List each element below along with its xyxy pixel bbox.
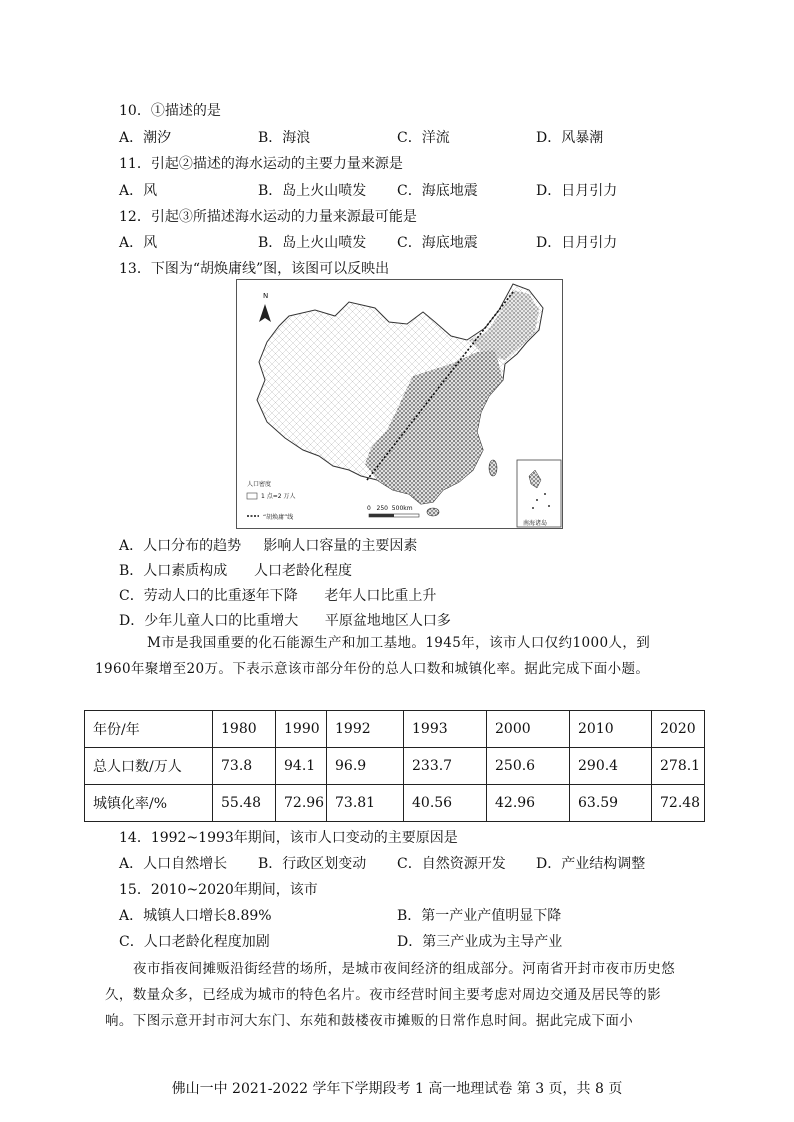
table-cell: 278.1 bbox=[652, 748, 705, 785]
q14-option-a: A．人口自然增长 bbox=[119, 856, 228, 872]
table-cell: 72.96 bbox=[276, 785, 327, 822]
q10-option-a: A．潮汐 bbox=[119, 130, 172, 146]
table-cell: 年份/年 bbox=[85, 711, 213, 748]
table-cell: 55.48 bbox=[213, 785, 276, 822]
q15-stem: 15．2010~2020年期间，该市 bbox=[119, 882, 318, 898]
table-cell: 城镇化率/% bbox=[85, 785, 213, 822]
q13-option-b: B．人口素质构成 人口老龄化程度 bbox=[119, 563, 352, 579]
table-row bbox=[85, 748, 705, 785]
q11-option-d: D．日月引力 bbox=[536, 183, 618, 199]
population-table bbox=[84, 710, 705, 822]
q13-option-c: C．劳动人口的比重逐年下降 老年人口比重上升 bbox=[119, 588, 437, 604]
table-cell: 73.8 bbox=[213, 748, 276, 785]
q12-option-d: D．日月引力 bbox=[536, 235, 618, 251]
hu-line-map bbox=[236, 279, 563, 529]
q13-option-d: D．少年儿童人口的比重增大 平原盆地地区人口多 bbox=[119, 613, 451, 629]
q14-option-c: C．自然资源开发 bbox=[397, 856, 506, 872]
q11-option-c: C．海底地震 bbox=[397, 183, 478, 199]
table-cell: 2020 bbox=[652, 711, 705, 748]
inset-label: 南海诸岛 bbox=[523, 520, 548, 527]
page-footer: 佛山一中 2021-2022 学年下学期段考 1 高一地理试卷 第 3 页，共 8 页 bbox=[171, 1081, 623, 1097]
table-cell: 40.56 bbox=[404, 785, 487, 822]
q10-option-b: B．海浪 bbox=[258, 130, 311, 146]
table-row bbox=[85, 785, 705, 822]
q12-option-b: B．岛上火山喷发 bbox=[258, 235, 367, 251]
table-cell: 1992 bbox=[327, 711, 404, 748]
q15-option-b: B．第一产业产值明显下降 bbox=[397, 908, 562, 924]
table-cell: 1990 bbox=[276, 711, 327, 748]
table-cell: 73.81 bbox=[327, 785, 404, 822]
table-cell: 250.6 bbox=[487, 748, 570, 785]
q13-option-a: A．人口分布的趋势 影响人口容量的主要因素 bbox=[119, 538, 418, 554]
q14-option-d: D．产业结构调整 bbox=[536, 856, 646, 872]
table-cell: 72.48 bbox=[652, 785, 705, 822]
table-cell: 42.96 bbox=[487, 785, 570, 822]
table-cell: 290.4 bbox=[570, 748, 652, 785]
q12-stem: 12．引起③所描述海水运动的力量来源最可能是 bbox=[119, 209, 417, 225]
q11-option-a: A．风 bbox=[119, 183, 158, 199]
q10-option-c: C．洋流 bbox=[397, 130, 450, 146]
q12-option-a: A．风 bbox=[119, 235, 158, 251]
q12-option-c: C．海底地震 bbox=[397, 235, 478, 251]
table-cell: 2000 bbox=[487, 711, 570, 748]
legend-dot: 1 点=2 万人 bbox=[261, 493, 296, 500]
q11-option-b: B．岛上火山喷发 bbox=[258, 183, 367, 199]
q14-option-b: B．行政区划变动 bbox=[258, 856, 367, 872]
q10-stem: 10．①描述的是 bbox=[119, 103, 221, 119]
q15-option-c: C．人口老龄化程度加剧 bbox=[119, 934, 270, 950]
q13-stem: 13．下图为“胡焕庸线”图，该图可以反映出 bbox=[119, 261, 390, 277]
table-cell: 96.9 bbox=[327, 748, 404, 785]
passage-m-city: M市是我国重要的化石能源生产和加工基地。1945年，该市人口仅约1000人，到1960年聚增至20万。下表示意该市部分年份的总人口数和城镇化率。据此完成下面小题。 bbox=[95, 635, 651, 677]
legend-title: 人口密度 bbox=[247, 481, 272, 488]
legend-line: “胡焕庸”线 bbox=[263, 514, 294, 521]
table-cell: 1980 bbox=[213, 711, 276, 748]
table-cell: 2010 bbox=[570, 711, 652, 748]
q15-option-a: A．城镇人口增长8.89% bbox=[119, 908, 272, 924]
north-label: N bbox=[263, 292, 269, 300]
table-cell: 63.59 bbox=[570, 785, 652, 822]
q15-option-d: D．第三产业成为主导产业 bbox=[397, 934, 563, 950]
table-row bbox=[85, 711, 705, 748]
scale-bar-label: 0 250 500km bbox=[367, 505, 413, 512]
q11-stem: 11．引起②描述的海水运动的主要力量来源是 bbox=[119, 156, 403, 172]
table-cell: 总人口数/万人 bbox=[85, 748, 213, 785]
q14-stem: 14．1992~1993年期间，该市人口变动的主要原因是 bbox=[119, 830, 458, 846]
q10-option-d: D．风暴潮 bbox=[536, 130, 604, 146]
passage-night-market: 夜市指夜间摊贩沿街经营的场所，是城市夜间经济的组成部分。河南省开封市夜市历史悠久，数量众多，已经成为城市的特色名片。夜市经营时间主要考虑对周边交通及居民等的影响。下图示意开封市河大东门、东苑和鼓楼夜市摊贩的日常作息时间。据此完成下面小 bbox=[105, 961, 676, 1029]
table-cell: 1993 bbox=[404, 711, 487, 748]
table-cell: 94.1 bbox=[276, 748, 327, 785]
table-cell: 233.7 bbox=[404, 748, 487, 785]
